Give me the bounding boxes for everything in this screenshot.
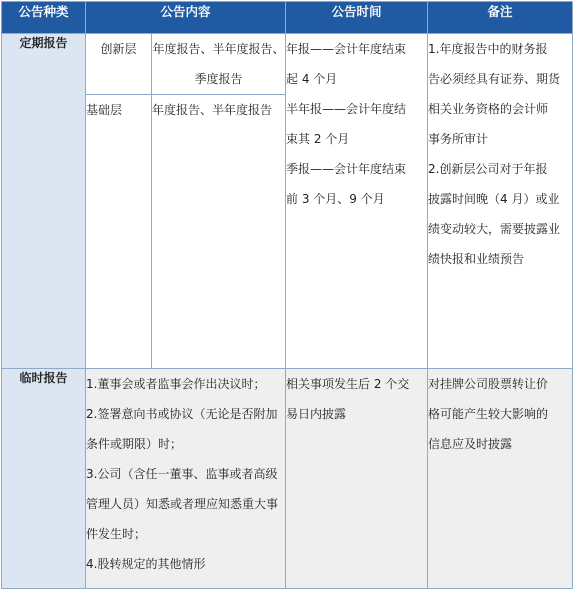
regular-note-line: 2.创新层公司对于年报	[428, 162, 548, 176]
temporary-content-line: 3.公司（含任一董事、监事或者高级	[86, 467, 278, 481]
innovation-content-line1: 年度报告、半年度报告、	[152, 42, 285, 56]
temporary-content-line: 条件或期限）时；	[86, 437, 183, 451]
temporary-time-line: 易日内披露	[286, 407, 347, 421]
header-row	[2, 2, 573, 34]
innovation-level: 创新层	[86, 34, 152, 95]
regular-time-line: 季报——会计年度结束	[286, 162, 407, 176]
regular-note-line: 告必须经具有证券、期货	[428, 72, 561, 86]
temporary-content-line: 2.签署意向书或协议（无论是否附加	[86, 407, 278, 421]
temporary-content-line: 4.股转规定的其他情形	[86, 557, 206, 571]
temporary-note	[428, 369, 573, 589]
header-time: 公告时间	[286, 2, 428, 34]
regular-note-line: 相关业务资格的会计师	[428, 102, 549, 116]
innovation-content	[152, 34, 286, 95]
announcement-table	[1, 1, 573, 589]
basic-content: 年度报告、半年度报告	[152, 95, 286, 369]
regular-time-line: 束其 2 个月	[286, 132, 350, 146]
regular-note-line: 绩快报和业绩预告	[428, 252, 525, 266]
temporary-note-line: 对挂牌公司股票转让价	[428, 377, 549, 391]
header-type: 公告种类	[2, 2, 86, 34]
regular-time-line: 前 3 个月、9 个月	[286, 192, 385, 206]
basic-level: 基础层	[86, 95, 152, 369]
regular-category: 定期报告	[2, 34, 86, 369]
temporary-content-line: 管理人员）知悉或者理应知悉重大事	[86, 497, 279, 511]
regular-note-line: 绩变动较大，需要披露业	[428, 222, 561, 236]
regular-time-line: 半年报——会计年度结	[286, 102, 407, 116]
innovation-content-line2: 季度报告	[194, 72, 243, 86]
temporary-time-line: 相关事项发生后 2 个交	[286, 377, 410, 391]
regular-time-line: 起 4 个月	[286, 72, 338, 86]
temporary-content-line: 1.董事会或者监事会作出决议时；	[86, 377, 266, 391]
header-note: 备注	[428, 2, 573, 34]
temporary-category: 临时报告	[2, 369, 86, 589]
temporary-note-line: 信息应及时披露	[428, 437, 513, 451]
regular-note-line: 事务所审计	[428, 132, 489, 146]
temporary-row	[2, 369, 573, 589]
regular-note-line: 披露时间晚（4 月）或业	[428, 192, 560, 206]
regular-row-innovation	[2, 34, 573, 95]
temporary-note-line: 格可能产生较大影响的	[428, 407, 549, 421]
header-content: 公告内容	[86, 2, 286, 34]
temporary-content	[86, 369, 286, 589]
temporary-content-line: 件发生时；	[86, 527, 147, 541]
regular-note-line: 1.年度报告中的财务报	[428, 42, 548, 56]
regular-time-line: 年报——会计年度结束	[286, 42, 407, 56]
regular-time	[286, 34, 428, 369]
regular-note	[428, 34, 573, 369]
temporary-time	[286, 369, 428, 589]
